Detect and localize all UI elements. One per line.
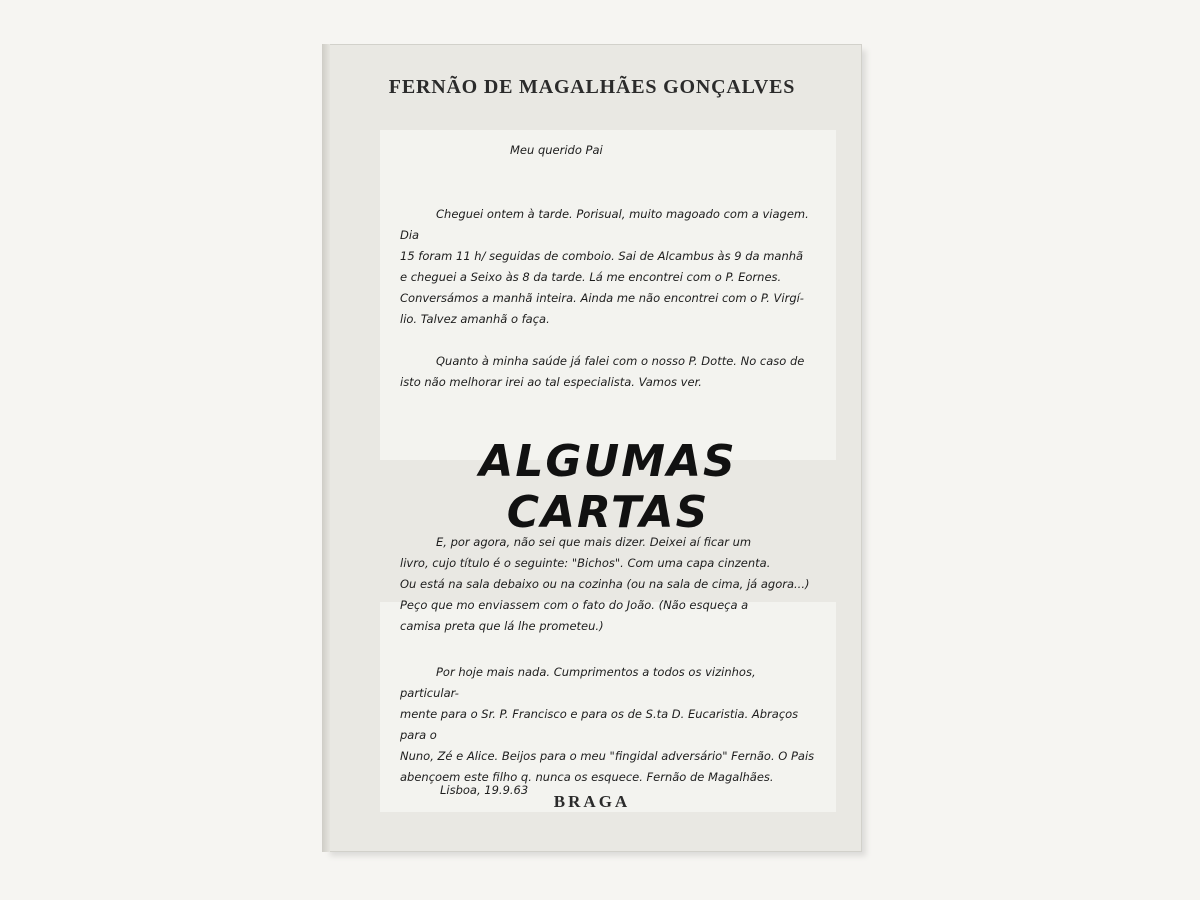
book-spine <box>322 44 330 852</box>
letter-block-closing <box>380 662 836 788</box>
letter-line: Peço que mo enviassem com o fato do João. (Não esqueça a <box>400 598 749 612</box>
letter-salutation: Meu querido Pai <box>510 143 603 157</box>
letter-line: Conversámos a manhã inteira. Ainda me não encontrei com o P. Virgí- <box>400 291 804 305</box>
letter-line: e cheguei a Seixo às 8 da tarde. Lá me encontrei com o P. Eornes. <box>400 270 782 284</box>
letter-line: Por hoje mais nada. Cumprimentos a todos os vizinhos, particular- <box>400 665 756 700</box>
letter-line: abençoem este filho q. nunca os esquece. Fernão de Magalhães. <box>400 770 774 784</box>
letter-line: E, por agora, não sei que mais dizer. Deixei aí ficar um <box>436 535 752 549</box>
letter-line: lio. Talvez amanhã o faça. <box>400 312 550 326</box>
letter-line: 15 foram 11 h/ seguidas de comboio. Sai de Alcambus às 9 da manhã <box>400 249 804 263</box>
letter-line: mente para o Sr. P. Francisco e para os de S.ta D. Eucaristia. Abraços para o <box>400 707 799 742</box>
letter-line: Quanto à minha saúde já falei com o nosso P. Dotte. No caso de <box>436 354 805 368</box>
letter-line: isto não melhorar irei ao tal especialista. Vamos ver. <box>400 375 702 389</box>
letter-date: Lisboa, 19.9.63 <box>440 783 529 797</box>
letter-line: Ou está na sala debaixo ou na cozinha (ou na sala de cima, já agora...) <box>400 577 810 591</box>
author-name: FERNÃO DE MAGALHÃES GONÇALVES <box>388 76 796 98</box>
letter-block-arrival <box>380 204 836 393</box>
letter-line: camisa preta que lá lhe prometeu.) <box>400 619 604 633</box>
letter-line: livro, cujo título é o seguinte: "Bichos". Com uma capa cinzenta. <box>400 556 771 570</box>
book-cover <box>322 44 862 852</box>
letter-line: Nuno, Zé e Alice. Beijos para o meu "fingidal adversário" Fernão. O Pais <box>400 749 815 763</box>
book-title: ALGUMAS CARTAS <box>479 436 737 538</box>
letter-block-book <box>380 532 836 637</box>
letter-line: Cheguei ontem à tarde. Porisual, muito magoado com a viagem. Dia <box>400 207 809 242</box>
publisher-name: BRAGA <box>553 792 631 811</box>
